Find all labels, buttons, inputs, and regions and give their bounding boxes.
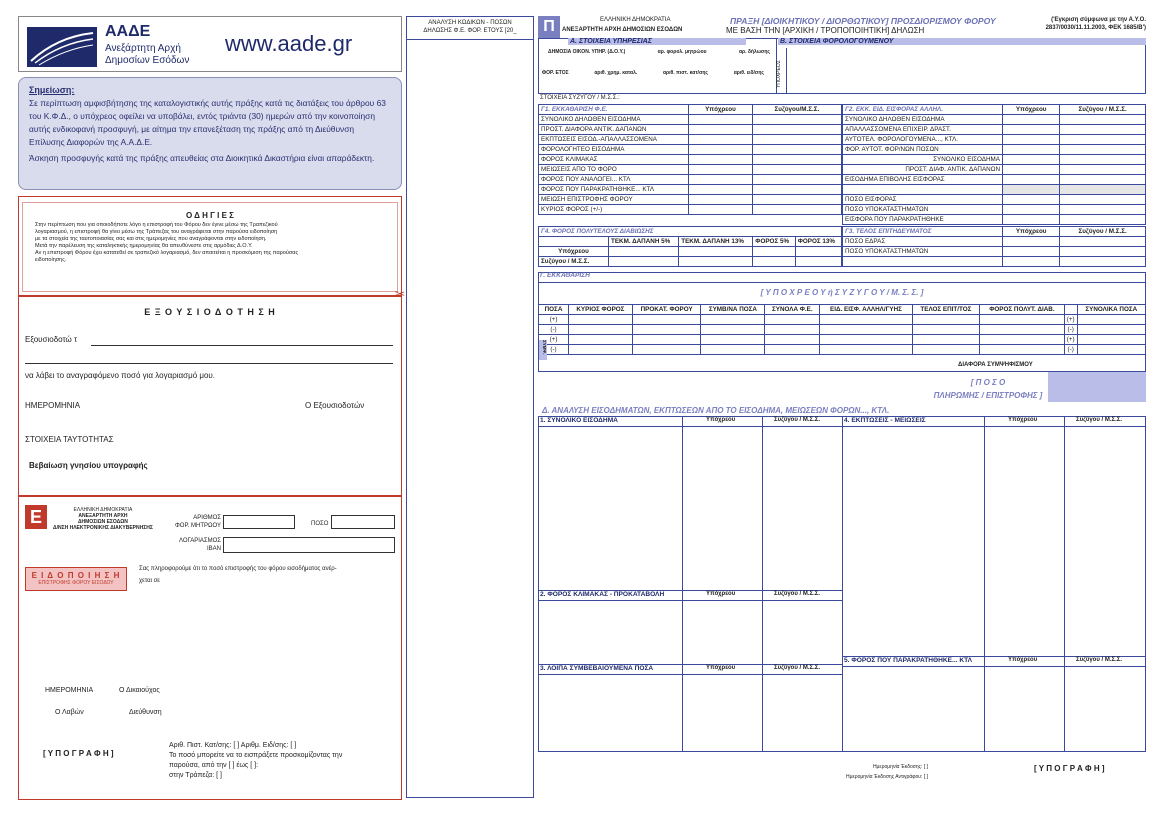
g1-row: ΜΕΙΩΣΕΙΣ ΑΠΟ ΤΟ ΦΟΡΟ xyxy=(539,165,842,175)
g2-value-cell[interactable] xyxy=(1003,135,1060,145)
logo-line2: Δημοσίων Εσόδων xyxy=(105,55,190,66)
g3-table: Γ3. ΤΕΛΟΣ ΕΠΙΤΗΔΕΥΜΑΤΟΣ Υπόχρεου Συζύγου / Μ.Σ.Σ. ΠΟΣΟ ΕΔΡΑΣ ΠΟΣΟ ΥΠΟΚΑΤΑΣΤΗΜΑΤΩΝ xyxy=(842,226,1146,267)
g-value-cell[interactable] xyxy=(569,315,633,325)
g-col-header: ΠΡΟΚΑΤ. ΦΟΡΟΥ xyxy=(632,305,701,315)
g-col-header: ΣΥΜΒ/ΝΑ ΠΟΣΑ xyxy=(701,305,765,315)
receipt-fields: Αριθ. Πιστ. Κατ/σης: [ ] Αριθμ. Ειδ/σης: [ ] Το ποσό μπορείτε να το εισπράξετε προσκομίζοντας την παρούσα, από την [ ] έως [ ]: στην Τράπεζα: [ ] xyxy=(169,742,343,779)
g2-value-cell[interactable] xyxy=(1003,125,1060,135)
g2-value-cell[interactable] xyxy=(1003,185,1060,195)
g2-value-cell[interactable] xyxy=(1060,115,1146,125)
logo-box xyxy=(18,16,402,72)
payment-label: [ Π Ο Σ Ο ΠΛΗΡΩΜΗΣ / ΕΠΙΣΤΡΟΦΗΣ ] xyxy=(933,378,1043,400)
d-left-col2 xyxy=(762,416,763,752)
logo-line1: Ανεξάρτητη Αρχή xyxy=(105,43,181,54)
g2-value-cell[interactable] xyxy=(1060,205,1146,215)
g-value-cell[interactable] xyxy=(632,325,701,335)
g1-value-cell[interactable] xyxy=(752,165,841,175)
g1-row: ΠΡΟΣΤ. ΔΙΑΦΟΡΑ ΑΝΤΙΚ. ΔΑΠΑΝΩΝ xyxy=(539,125,842,135)
g1-col-sp: Συζύγου/Μ.Σ.Σ. xyxy=(752,105,841,115)
g-band: [ Υ Π Ο Χ Ρ Ε Ο Υ ή Σ Υ Ζ Υ Γ Ο Υ / Μ. Σ. Σ. ] xyxy=(760,288,924,297)
g2-value-cell[interactable] xyxy=(1003,215,1060,225)
difference-label: ΔΙΑΦΟΡΑ ΣΥΜΨΗΦΙΣΜΟΥ xyxy=(958,362,1033,368)
website-link[interactable]: www.aade.gr xyxy=(225,31,353,56)
g1-value-cell[interactable] xyxy=(689,135,753,145)
g1-row: ΜΕΙΩΣΗ ΕΠΙΣΤΡΟΦΗΣ ΦΟΡΟΥ xyxy=(539,195,842,205)
instruction-line: Στην περίπτωση που για οποιοδήποτε λόγο η επιστροφή του Φόρου δεν έγινε μέσω της Τραπεζικού xyxy=(35,222,278,228)
g1-value-cell[interactable] xyxy=(752,145,841,155)
g-total-header: ΣΥΝΟΛΙΚΑ ΠΟΣΑ xyxy=(1077,305,1145,315)
code-analysis-panel xyxy=(406,16,534,798)
g-value-cell[interactable] xyxy=(632,315,701,325)
authorizer-field-2[interactable] xyxy=(25,363,393,364)
g-col-header: ΦΟΡΟΣ ΠΟΛΥΤ. ΔΙΑΒ. xyxy=(980,305,1065,315)
g1-col-obl: Υπόχρεου xyxy=(689,105,753,115)
main-signature: [ Υ Π Ο Γ Ρ Α Φ Η ] xyxy=(1034,764,1105,773)
receiver-label: Ο Λαβών xyxy=(55,709,84,716)
instructions-box xyxy=(18,196,402,296)
g-row: (+) (+) xyxy=(539,315,1146,325)
d3-label: 3. ΛΟΙΠΑ ΣΥΜΒΕΒΑΙΟΥΜΕΝΑ ΠΟΣΑ xyxy=(540,665,654,672)
g1-row: ΦΟΡΟΣ ΠΟΥ ΠΑΡΑΚΡΑΤΗΘΗΚΕ... ΚΤΛ xyxy=(539,185,842,195)
g1-value-cell[interactable] xyxy=(752,195,841,205)
g-value-cell[interactable] xyxy=(701,315,765,325)
g1-value-cell[interactable] xyxy=(689,145,753,155)
g-col-header: ΠΟΣΑ xyxy=(539,305,569,315)
code-analysis-title: ΑΝΑΛΥΣΗ ΚΩΔΙΚΩΝ - ΠΟΣΩΝ ΔΗΛΩΣΗΣ Φ.Ε. ΦΟΡ. ΕΤΟΥΣ [20_ xyxy=(423,20,517,34)
g2-value-cell[interactable] xyxy=(1060,125,1146,135)
beneficiary-label: Ο Δικαιούχος xyxy=(119,687,160,694)
g2-row: ΠΟΣΟ ΥΠΟΚΑΤΑΣΤΗΜΑΤΩΝ xyxy=(843,205,1146,215)
receipt-signature: [ Υ Π Ο Γ Ρ Α Φ Η ] xyxy=(43,749,114,758)
d5-label: 5. ΦΟΡΟΣ ΠΟΥ ΠΑΡΑΚΡΑΤΗΘΗΚΕ... ΚΤΛ xyxy=(844,657,973,664)
g2-table xyxy=(842,104,1146,225)
section-b-title: Β. ΣΤΟΙΧΕΙΑ ΦΟΡΟΛΟΓΟΥΜΕΝΟΥ xyxy=(778,38,1146,45)
reg-num-label: ΑΡΙΘΜΟΣ ΦΟΡ. ΜΗΤΡΩΟΥ xyxy=(175,515,221,529)
g-value-cell[interactable] xyxy=(765,345,820,355)
main-letter-badge: Π xyxy=(538,16,560,38)
g1-value-cell[interactable] xyxy=(752,205,841,215)
g2-row: ΦΟΡ. ΑΥΤΟΤ. ΦΟΡ/ΝΩΝ ΠΟΣΩΝ xyxy=(843,145,1146,155)
g4-table: Γ4. ΦΟΡΟΣ ΠΟΛΥΤΕΛΟΥΣ ΔΙΑΒΙΩΣΗΣ ΤΕΚΜ. ΔΑΠΑΝΗ 5% ΤΕΚΜ. ΔΑΠΑΝΗ 13% ΦΟΡΟΣ 5% ΦΟΡΟΣ 13% Υπόχρεου Συζύγου / Μ.Σ.Σ. xyxy=(538,226,842,267)
payment-box xyxy=(1048,372,1146,402)
g-row: (-) (-) xyxy=(539,345,1146,355)
g1-value-cell[interactable] xyxy=(752,155,841,165)
iban-field[interactable] xyxy=(223,537,395,553)
d3-sp: Συζύγου / Μ.Σ.Σ. xyxy=(774,665,821,671)
d4-label: 4. ΕΚΠΤΩΣΕΙΣ - ΜΕΙΩΣΕΙΣ xyxy=(844,417,926,424)
g-row: (+) (+) xyxy=(539,335,1146,345)
g-value-cell[interactable] xyxy=(980,315,1065,325)
g-value-cell[interactable] xyxy=(820,315,913,325)
g2-value-cell[interactable] xyxy=(1003,175,1060,185)
g1-row: ΚΥΡΙΟΣ ΦΟΡΟΣ (+/-) xyxy=(539,205,842,215)
d5-line-b xyxy=(842,666,1146,667)
g-value-cell[interactable] xyxy=(765,335,820,345)
instruction-line: Αν η επιστροφή Φόρου έχει κατατεθεί σε τραπεζικό λογαριασμό, δεν απαιτείται η προσκόμιση της παρούσας xyxy=(35,250,299,256)
main-header-1: ΕΛΛΗΝΙΚΗ ΔΗΜΟΚΡΑΤΙΑ xyxy=(600,17,671,23)
g2-row: ΕΙΣΦΟΡΑ ΠΟΥ ΠΑΡΑΚΡΑΤΗΘΗΚΕ xyxy=(843,215,1146,225)
receipt-date-label: ΗΜΕΡΟΜΗΝΙΑ xyxy=(45,687,94,694)
g-value-cell[interactable] xyxy=(569,325,633,335)
d2-obl: Υπόχρεου xyxy=(706,591,736,597)
instruction-line: ειδοποίησης. xyxy=(35,257,67,263)
g2-value-cell[interactable] xyxy=(1003,155,1060,165)
instruction-line: λογαριασμού, η επιστροφή θα γίνει μέσω της Τράπεζας του αναγράφεται στην παρούσα ειδοποίηση xyxy=(35,229,278,235)
g-value-cell[interactable] xyxy=(980,325,1065,335)
logo-title: ΑΑΔΕ xyxy=(105,23,151,40)
note-body2: Άσκηση προσφυγής κατά της πράξης απευθείας στα Διοικητικά Δικαστήρια είναι απαράδεκτη. xyxy=(29,153,375,163)
d1-obl: Υπόχρεου xyxy=(706,417,736,423)
g2-value-cell[interactable] xyxy=(1060,155,1146,165)
d1-label: 1. ΣΥΝΟΛΙΚΟ ΕΙΣΟΔΗΜΑ xyxy=(540,417,618,424)
g-total-cell[interactable] xyxy=(1077,315,1145,325)
g1-title: Γ1. ΕΚΚΑΘΑΡΙΣΗ Φ.Ε. xyxy=(539,105,689,115)
id-label: ΣΤΟΙΧΕΙΑ ΤΑΥΤΟΤΗΤΑΣ xyxy=(25,435,114,444)
aade-logo-icon xyxy=(27,27,97,67)
g2-value-cell[interactable] xyxy=(1003,145,1060,155)
g-value-cell[interactable] xyxy=(820,345,913,355)
approval-text: ('Εγκριση σύμφωνα με την Α.Υ.Ο. 2837/0030/11.11.2003, ΦΕΚ 1685/Β') xyxy=(1045,17,1146,31)
d-right-col2 xyxy=(1064,416,1065,752)
g-value-cell[interactable] xyxy=(980,345,1065,355)
d2-line-b xyxy=(538,600,842,601)
g-value-cell[interactable] xyxy=(701,325,765,335)
instructions-title: Ο Δ Η Γ Ι Ε Σ xyxy=(186,211,234,220)
authorization-title: Ε Ξ Ο Υ Σ Ι Ο Δ Ο Τ Η Σ Η xyxy=(144,307,276,317)
g-total-cell[interactable] xyxy=(1077,335,1145,345)
g-value-cell[interactable] xyxy=(765,315,820,325)
receipt-header: ΕΛΛΗΝΙΚΗ ΔΗΜΟΚΡΑΤΙΑ ΑΝΕΞΑΡΤΗΤΗ ΑΡΧΗ ΔΗΜΟΣΙΩΝ ΕΣΟΔΩΝ Δ/ΝΣΗ ΗΛΕΚΤΡΟΝΙΚΗΣ ΔΙΑΚΥΒΕΡΝΗΣΗΣ xyxy=(53,507,153,531)
g2-value-cell[interactable] xyxy=(1003,205,1060,215)
notice-badge: Ε Ι Δ Ο Π Ο Ι Η Σ Η ΕΠΙΣΤΡΟΦΗΣ ΦΟΡΟΥ ΕΙΣΟΔΟΥ xyxy=(25,567,127,591)
g1-value-cell[interactable] xyxy=(689,155,753,165)
g-title: Γ. ΕΚΚΑΘΑΡΙΣΗ xyxy=(540,272,590,279)
g1-row: ΦΟΡΟΣ ΠΟΥ ΑΝΑΛΟΓΕΙ... ΚΤΛ xyxy=(539,175,842,185)
g-value-cell[interactable] xyxy=(912,315,979,325)
g2-row: ΣΥΝΟΛΙΚΟ ΕΙΣΟΔΗΜΑ xyxy=(843,155,1146,165)
d-left-col1 xyxy=(682,416,683,752)
d2-label: 2. ΦΟΡΟΣ ΚΛΙΜΑΚΑΣ - ΠΡΟΚΑΤΑΒΟΛΗ xyxy=(540,591,665,598)
receive-text: να λάβει το αναγραφόμενο ποσό για λογαριασμό μου. xyxy=(25,371,216,380)
g-col-header: ΤΕΛΟΣ ΕΠΙΤ/ΤΟΣ xyxy=(912,305,979,315)
g-value-cell[interactable] xyxy=(701,345,765,355)
g2-value-cell[interactable] xyxy=(1003,115,1060,125)
receipt-letter-badge: Ε xyxy=(25,505,47,529)
g1-row: ΣΥΝΟΛΙΚΟ ΔΗΛΩΘΕΝ ΕΙΣΟΔΗΜΑ xyxy=(539,115,842,125)
g-table xyxy=(538,304,1146,355)
d5-obl: Υπόχρεου xyxy=(1008,657,1038,663)
g2-value-cell[interactable] xyxy=(1060,185,1146,195)
d2-sp: Συζύγου / Μ.Σ.Σ. xyxy=(774,591,821,597)
g1-value-cell[interactable] xyxy=(689,115,753,125)
section-a-cols: ΔΗΜΟΣΙΑ ΟΙΚΟΝ. ΥΠΗΡ. (Δ.Ο.Υ.) αρ. φορολ. μητρώου αρ. δήλωσης xyxy=(548,49,770,55)
g1-value-cell[interactable] xyxy=(689,195,753,205)
g-value-cell[interactable] xyxy=(912,345,979,355)
amount-field[interactable] xyxy=(331,515,395,529)
g1-row: ΕΚΠΤΩΣΕΙΣ ΕΙΣΟΔ.-ΑΠΑΛΛΑΣΣΟΜΕΝΑ xyxy=(539,135,842,145)
g1-value-cell[interactable] xyxy=(752,135,841,145)
g2-col-obl: Υπόχρεου xyxy=(1003,105,1060,115)
g-value-cell[interactable] xyxy=(765,325,820,335)
g1-value-cell[interactable] xyxy=(752,115,841,125)
instruction-line: με τα στοιχεία της ταυτοποιασίας σας και στις ημερομηνίες που αναγράφονται στην ειδοποίηση. xyxy=(35,236,267,242)
code-analysis-divider xyxy=(407,39,533,40)
d5-sp: Συζύγου / Μ.Σ.Σ. xyxy=(1076,657,1123,663)
g1-table xyxy=(538,104,842,215)
g2-row: ΣΥΝΟΛΙΚΟ ΔΗΛΩΘΕΝ ΕΙΣΟΔΗΜΑ xyxy=(843,115,1146,125)
g-total-cell[interactable] xyxy=(1077,325,1145,335)
g2-col-sp: Συζύγου / Μ.Σ.Σ. xyxy=(1060,105,1146,115)
scissors-icon: ✂ xyxy=(394,287,405,301)
d-top-line xyxy=(538,426,1146,427)
g-row: (-) (-) xyxy=(539,325,1146,335)
g-value-cell[interactable] xyxy=(912,335,979,345)
g1-value-cell[interactable] xyxy=(752,185,841,195)
main-title: ΠΡΑΞΗ [ΔΙΟΙΚΗΤΙΚΟΥ / ΔΙΟΡΘΩΤΙΚΟΥ] ΠΡΟΣΔΙΟΡΙΣΜΟΥ ΦΟΡΟΥ xyxy=(730,16,996,26)
g2-row: ΠΡΟΣΤ. ΔΙΑΦ. ΑΝΤΙΚ. ΔΑΠΑΝΩΝ xyxy=(843,165,1146,175)
d3-obl: Υπόχρεου xyxy=(706,665,736,671)
g1-value-cell[interactable] xyxy=(689,175,753,185)
d-mid-divider xyxy=(842,416,843,752)
main-form xyxy=(538,16,1146,752)
g2-value-cell[interactable] xyxy=(1060,145,1146,155)
g2-value-cell[interactable] xyxy=(1003,195,1060,205)
g-value-cell[interactable] xyxy=(701,335,765,345)
g2-row: ΕΙΣΟΔΗΜΑ ΕΠΙΒΟΛΗΣ ΕΙΣΦΟΡΑΣ xyxy=(843,175,1146,185)
g-col-header: ΚΥΡΙΟΣ ΦΟΡΟΣ xyxy=(569,305,633,315)
g2-row xyxy=(843,185,1146,195)
g1-value-cell[interactable] xyxy=(689,125,753,135)
g2-row: ΑΠΑΛΛΑΣΣΟΜΕΝΑ ΕΠΙΧΕΙΡ. ΔΡΑΣΤ. xyxy=(843,125,1146,135)
g-col-header: ΕΙΔ. ΕΙΣΦ. ΑΛΛΗΛ/ΓΥΗΣ xyxy=(820,305,913,315)
instruction-line: Μετά την παρέλευση της καταληκτικής ημερομηνίας θα απευθύνεστε στις αρμόδιες Δ.Ο.Υ. xyxy=(35,243,253,249)
g-value-cell[interactable] xyxy=(632,345,701,355)
g1-value-cell[interactable] xyxy=(689,185,753,195)
section-a-title: Α. ΣΤΟΙΧΕΙΑ ΥΠΗΡΕΣΙΑΣ xyxy=(568,38,746,45)
main-header-2: ΑΝΕΞΑΡΤΗΤΗ ΑΡΧΗ ΔΗΜΟΣΙΩΝ ΕΣΟΔΩΝ xyxy=(562,27,683,33)
g-value-cell[interactable] xyxy=(632,335,701,345)
verify-label: Βεβαίωση γνησίου υπογραφής xyxy=(29,461,148,470)
note-box xyxy=(18,77,402,190)
g2-value-cell[interactable] xyxy=(1003,165,1060,175)
g2-value-cell[interactable] xyxy=(1060,195,1146,205)
notice-message: Σας πληροφορούμε ότι το ποσό επιστροφής του φόρου εισοδήματος ανέρ- χεται σε xyxy=(139,566,337,584)
g2-row: ΠΟΣΟ ΕΙΣΦΟΡΑΣ xyxy=(843,195,1146,205)
main-subtitle: ΜΕ ΒΑΣΗ ΤΗΝ [ΑΡΧΙΚΗ / ΤΡΟΠΟΠΟΙΗΤΙΚΗ] ΔΗΛΩΣΗ xyxy=(726,26,925,35)
amount-label: ΠΟΣΟ xyxy=(311,521,329,527)
g-value-cell[interactable] xyxy=(980,335,1065,345)
instructions-inner xyxy=(22,202,398,292)
issue-dates: Ημερομηνία Έκδοσης: [ ] Ημερομηνία Έκδοσης Αντιγράφου: [ ] xyxy=(846,764,928,780)
d4-obl: Υπόχρεου xyxy=(1008,417,1038,423)
g1-value-cell[interactable] xyxy=(752,125,841,135)
obligated-vertical-label: ΥΠΟΧΡΕΟΣ xyxy=(776,60,782,88)
authorization-box xyxy=(18,287,405,496)
receipt-box xyxy=(18,496,402,800)
g2-row: ΑΥΤΟΤΕΛ. ΦΟΡΟΛΟΓΟΥΜΕΝΑ..., ΚΤΛ. xyxy=(843,135,1146,145)
section-b-divider xyxy=(786,48,787,94)
reg-num-field[interactable] xyxy=(223,515,295,529)
note-title: Σημείωση: xyxy=(29,85,75,95)
instructions-text xyxy=(23,220,397,266)
authorizer-field[interactable] xyxy=(91,345,393,346)
g2-value-cell[interactable] xyxy=(1060,215,1146,225)
g-value-cell[interactable] xyxy=(820,325,913,335)
g1-value-cell[interactable] xyxy=(689,165,753,175)
spouse-label: ΣΤΟΙΧΕΙΑ ΣΥΖΥΓΟΥ / Μ.Σ.Σ.: xyxy=(540,95,620,101)
account-label: ΛΟΓΑΡΙΑΣΜΟΣ IBAN xyxy=(178,538,221,552)
authorizer-sign-label: Ο Εξουσιοδοτών xyxy=(305,401,365,410)
section-a-cols2: ΦΟΡ. ΕΤΟΣ αριθ. χρημ. καταλ. αριθ. πιστ. κατ/σης αριθ. ειδ/σης xyxy=(542,70,764,76)
authorizer-label: Εξουσιοδοτώ τ xyxy=(25,335,78,344)
g2-title: Γ2. ΕΚΚ. ΕΙΔ. ΕΙΣΦΟΡΑΣ ΑΛΛΗΛ. xyxy=(843,105,1003,115)
d3-line-b xyxy=(538,674,842,675)
d-title: Δ. ΑΝΑΛΥΣΗ ΕΙΣΟΔΗΜΑΤΩΝ, ΕΚΠΤΩΣΕΩΝ ΑΠΟ ΤΟ ΕΙΣΟΔΗΜΑ, ΜΕΙΩΣΕΩΝ ΦΟΡΩΝ..., ΚΤΛ. xyxy=(542,406,890,415)
g1-value-cell[interactable] xyxy=(752,175,841,185)
d1-sp: Συζύγου / Μ.Σ.Σ. xyxy=(774,417,821,423)
g1-row: ΦΟΡΟΛΟΓΗΤΕΟ ΕΙΣΟΔΗΜΑ xyxy=(539,145,842,155)
g-value-cell[interactable] xyxy=(569,345,633,355)
g-total-cell[interactable] xyxy=(1077,345,1145,355)
g-col-header: ΣΥΝΟΛΑ Φ.Ε. xyxy=(765,305,820,315)
date-label: ΗΜΕΡΟΜΗΝΙΑ xyxy=(25,401,81,410)
g2-value-cell[interactable] xyxy=(1060,175,1146,185)
d-right-col1 xyxy=(984,416,985,752)
g-side-label: ΣΥΜΨ. xyxy=(539,340,547,360)
g2-value-cell[interactable] xyxy=(1060,165,1146,175)
g-title-line xyxy=(538,282,1146,283)
note-body: Σε περίπτωση αμφισβήτησης της καταλογιστικής αυτής πράξης κατά τις διατάξεις του άρθρου 63 του Κ.Φ.Δ., ο υπόχρεος οφείλει να υποβάλει, εντός τριάντα (30) ημερών από την κοινοποίηση αυτής ενδικοφανή προσφυγή, με αίτημα την επανεξέταση της πράξης από τη Διεύθυνση Επίλυσης Διαφορών της Α.Α.Δ.Ε. xyxy=(29,98,386,147)
address-label: Διεύθυνση xyxy=(129,709,162,716)
g-value-cell[interactable] xyxy=(569,335,633,345)
g2-value-cell[interactable] xyxy=(1060,135,1146,145)
section-ab xyxy=(538,38,1146,94)
g-value-cell[interactable] xyxy=(820,335,913,345)
d4-sp: Συζύγου / Μ.Σ.Σ. xyxy=(1076,417,1123,423)
g1-value-cell[interactable] xyxy=(689,205,753,215)
g1-row: ΦΟΡΟΣ ΚΛΙΜΑΚΑΣ xyxy=(539,155,842,165)
g-value-cell[interactable] xyxy=(912,325,979,335)
